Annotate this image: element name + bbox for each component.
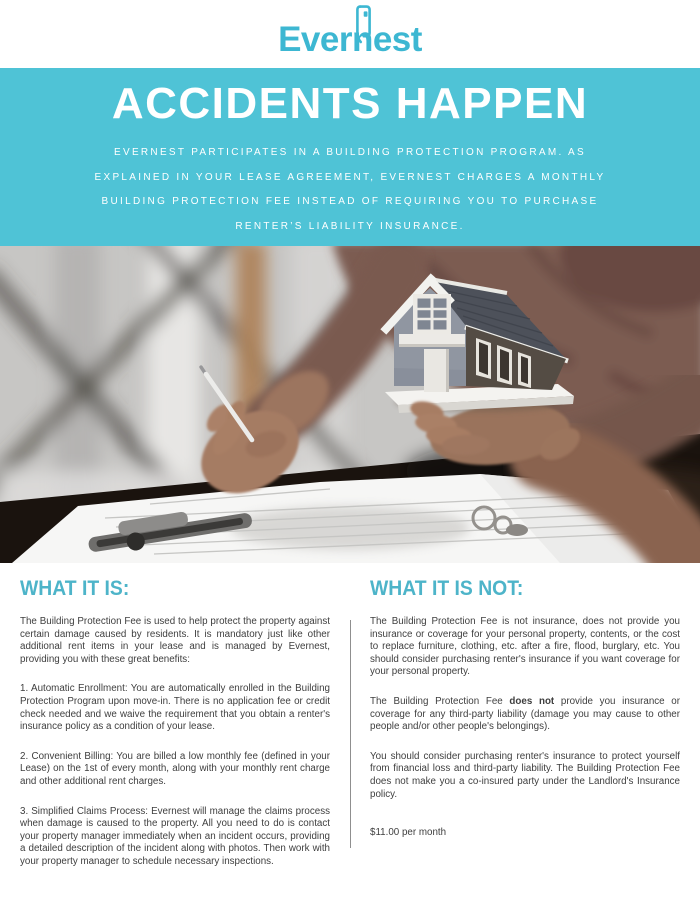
what-it-is-paragraph-2: 1. Automatic Enrollment: You are automatically enrolled in the Building Protection Program upon move-in. There is no application fee or credit check needed and we waive the requirement that you obtain a renter's insurance policy as a condition of your lease. — [20, 683, 330, 733]
banner — [0, 68, 700, 246]
what-it-is-not-heading: WHAT IT IS NOT: — [370, 576, 524, 600]
what-it-is-heading: WHAT IT IS: — [20, 576, 130, 600]
what-it-is-paragraph-3: 2. Convenient Billing: You are billed a low monthly fee (defined in your Lease) on the 1st of every month, along with your monthly rent charge and other additional rent charges. — [20, 750, 330, 787]
logo-text: Evernest — [278, 20, 422, 59]
column-what-it-is-not — [370, 576, 680, 886]
page-title: ACCIDENTS HAPPEN — [111, 79, 589, 128]
column-divider — [350, 620, 351, 848]
what-it-is-paragraph-4: 3. Simplified Claims Process: Evernest will manage the claims process when damage is caused to the property. All you need to do is contact your property manager immediately when an incident occurs, providing a detailed description of the incident along with photos. Then work with your property manager to schedule necessary inspections. — [20, 805, 330, 867]
price-line: $11.00 per month — [370, 827, 447, 839]
evernest-logo — [278, 20, 422, 60]
what-it-is-not-paragraph-3: You should consider purchasing renter's insurance to protect yourself from financial loss and third-party liability. The Building Protection Fee does not make you a co-insured party under the Landlord's Insurance policy. — [370, 750, 680, 800]
header — [0, 0, 700, 68]
what-it-is-not-paragraph-1: The Building Protection Fee is not insurance, does not provide you insurance or coverage for your personal property, contents, or the cost to replace furniture, clothing, etc. after a fire, flood, burglary, etc. You should consider purchasing renter's insurance if you want coverage for your personal property. — [370, 616, 680, 678]
hero-photo — [0, 246, 700, 563]
key-icon — [355, 4, 372, 53]
does-not-emphasis: does not — [509, 695, 555, 707]
what-it-is-paragraph-1: The Building Protection Fee is used to help protect the property against certain damage caused by residents. It is mandatory just like other additional rent items in your lease and is managed by Evernest, providing you with these great benefits: — [20, 616, 330, 665]
column-gap — [330, 576, 370, 886]
what-it-is-not-paragraph-2: The Building Protection Fee does not provide you insurance or coverage for any third-party liability (damage you may cause to other people and/or other people's belongings). — [370, 695, 680, 733]
column-what-it-is — [20, 576, 330, 886]
content-columns — [0, 563, 700, 886]
banner-subtitle: EVERNEST PARTICIPATES IN A BUILDING PROTECTION PROGRAM. AS EXPLAINED IN YOUR LEASE AGREEMENT, EVERNEST CHARGES A MONTHLY BUILDING PROTECTION FEE INSTEAD OF REQUIRING YOU TO PURCHASE RENTER’S LIABILITY INSURANCE. — [94, 147, 606, 232]
